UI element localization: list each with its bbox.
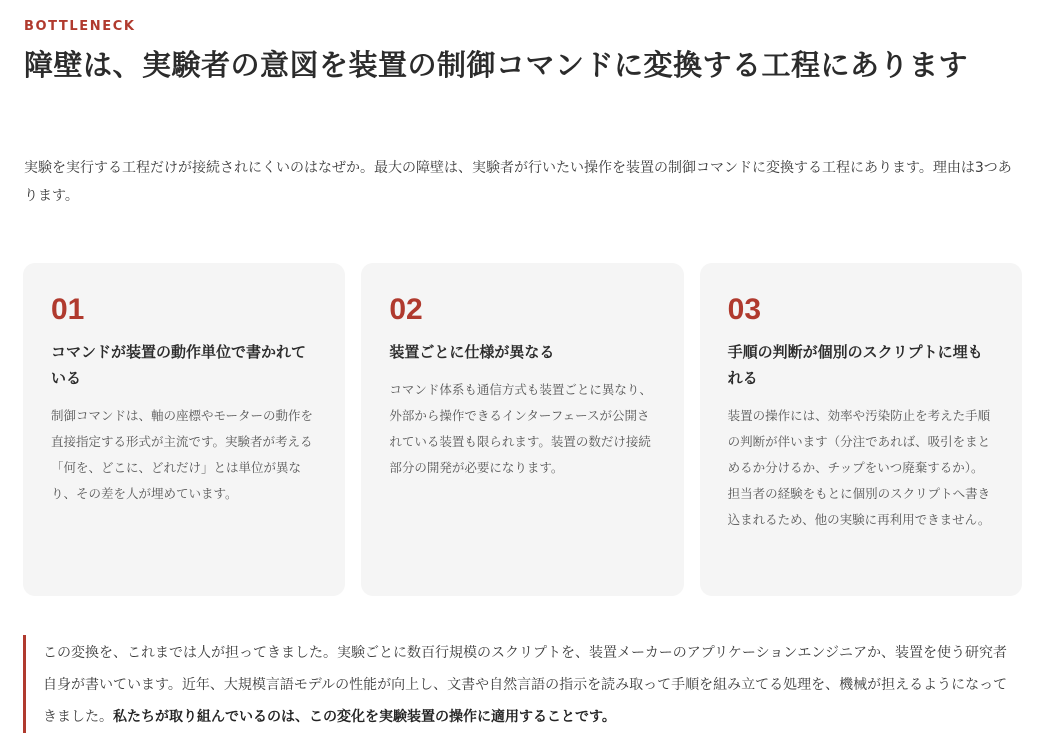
summary-text: この変換を、これまでは人が担ってきました。実験ごとに数百行規模のスクリプトを、装置メーカーのアプリケーションエンジニアか、装置を使う研究者自身が書いています。近年、大規模言語モデルの性能が向上し、文書や自然言語の指示を読み取って手順を組み立てる処理を、機械が担えるようになってきました。 [43, 645, 1008, 725]
reason-cards [23, 263, 1022, 596]
reason-body: 装置の操作には、効率や汚染防止を考えた手順の判断が伴います（分注であれば、吸引をまとめるか分けるか、チップをいつ廃棄するか）。担当者の経験をもとに個別のスクリプトへ書き込まれるため、他の実験に再利用できません。 [727, 408, 991, 527]
reason-number: 01 [51, 293, 85, 326]
reason-number: 03 [727, 293, 762, 326]
reason-body: コマンド体系も通信方式も装置ごとに異なり、外部から操作できるインターフェースが公開されている装置も限られます。装置の数だけ接続部分の開発が必要になります。 [389, 382, 652, 475]
reason-title: 装置ごとに仕様が異なる [389, 343, 555, 361]
reason-card-1 [23, 263, 345, 596]
reason-number: 02 [389, 293, 423, 326]
reason-title: 手順の判断が個別のスクリプトに埋もれる [727, 343, 983, 387]
reason-card-3 [700, 263, 1022, 596]
reason-card-2 [361, 263, 683, 596]
section-headline: 障壁は、実験者の意図を装置の制御コマンドに変換する工程にあります [24, 48, 969, 82]
reason-title: コマンドが装置の動作単位で書かれている [51, 343, 307, 387]
reason-body: 制御コマンドは、軸の座標やモーターの動作を直接指定する形式が主流です。実験者が考える「何を、どこに、どれだけ」とは単位が異なり、その差を人が埋めています。 [51, 408, 314, 501]
section-eyebrow: BOTTLENECK [24, 19, 136, 34]
summary-emphasis: 私たちが取り組んでいるのは、この変化を実験装置の操作に適用することです。 [113, 709, 616, 725]
summary-blockquote [23, 635, 1018, 733]
intro-paragraph: 実験を実行する工程だけが接続されにくいのはなぜか。最大の障壁は、実験者が行いたい操作を装置の制御コマンドに変換する工程にあります。理由は3つあります。 [24, 160, 1012, 204]
